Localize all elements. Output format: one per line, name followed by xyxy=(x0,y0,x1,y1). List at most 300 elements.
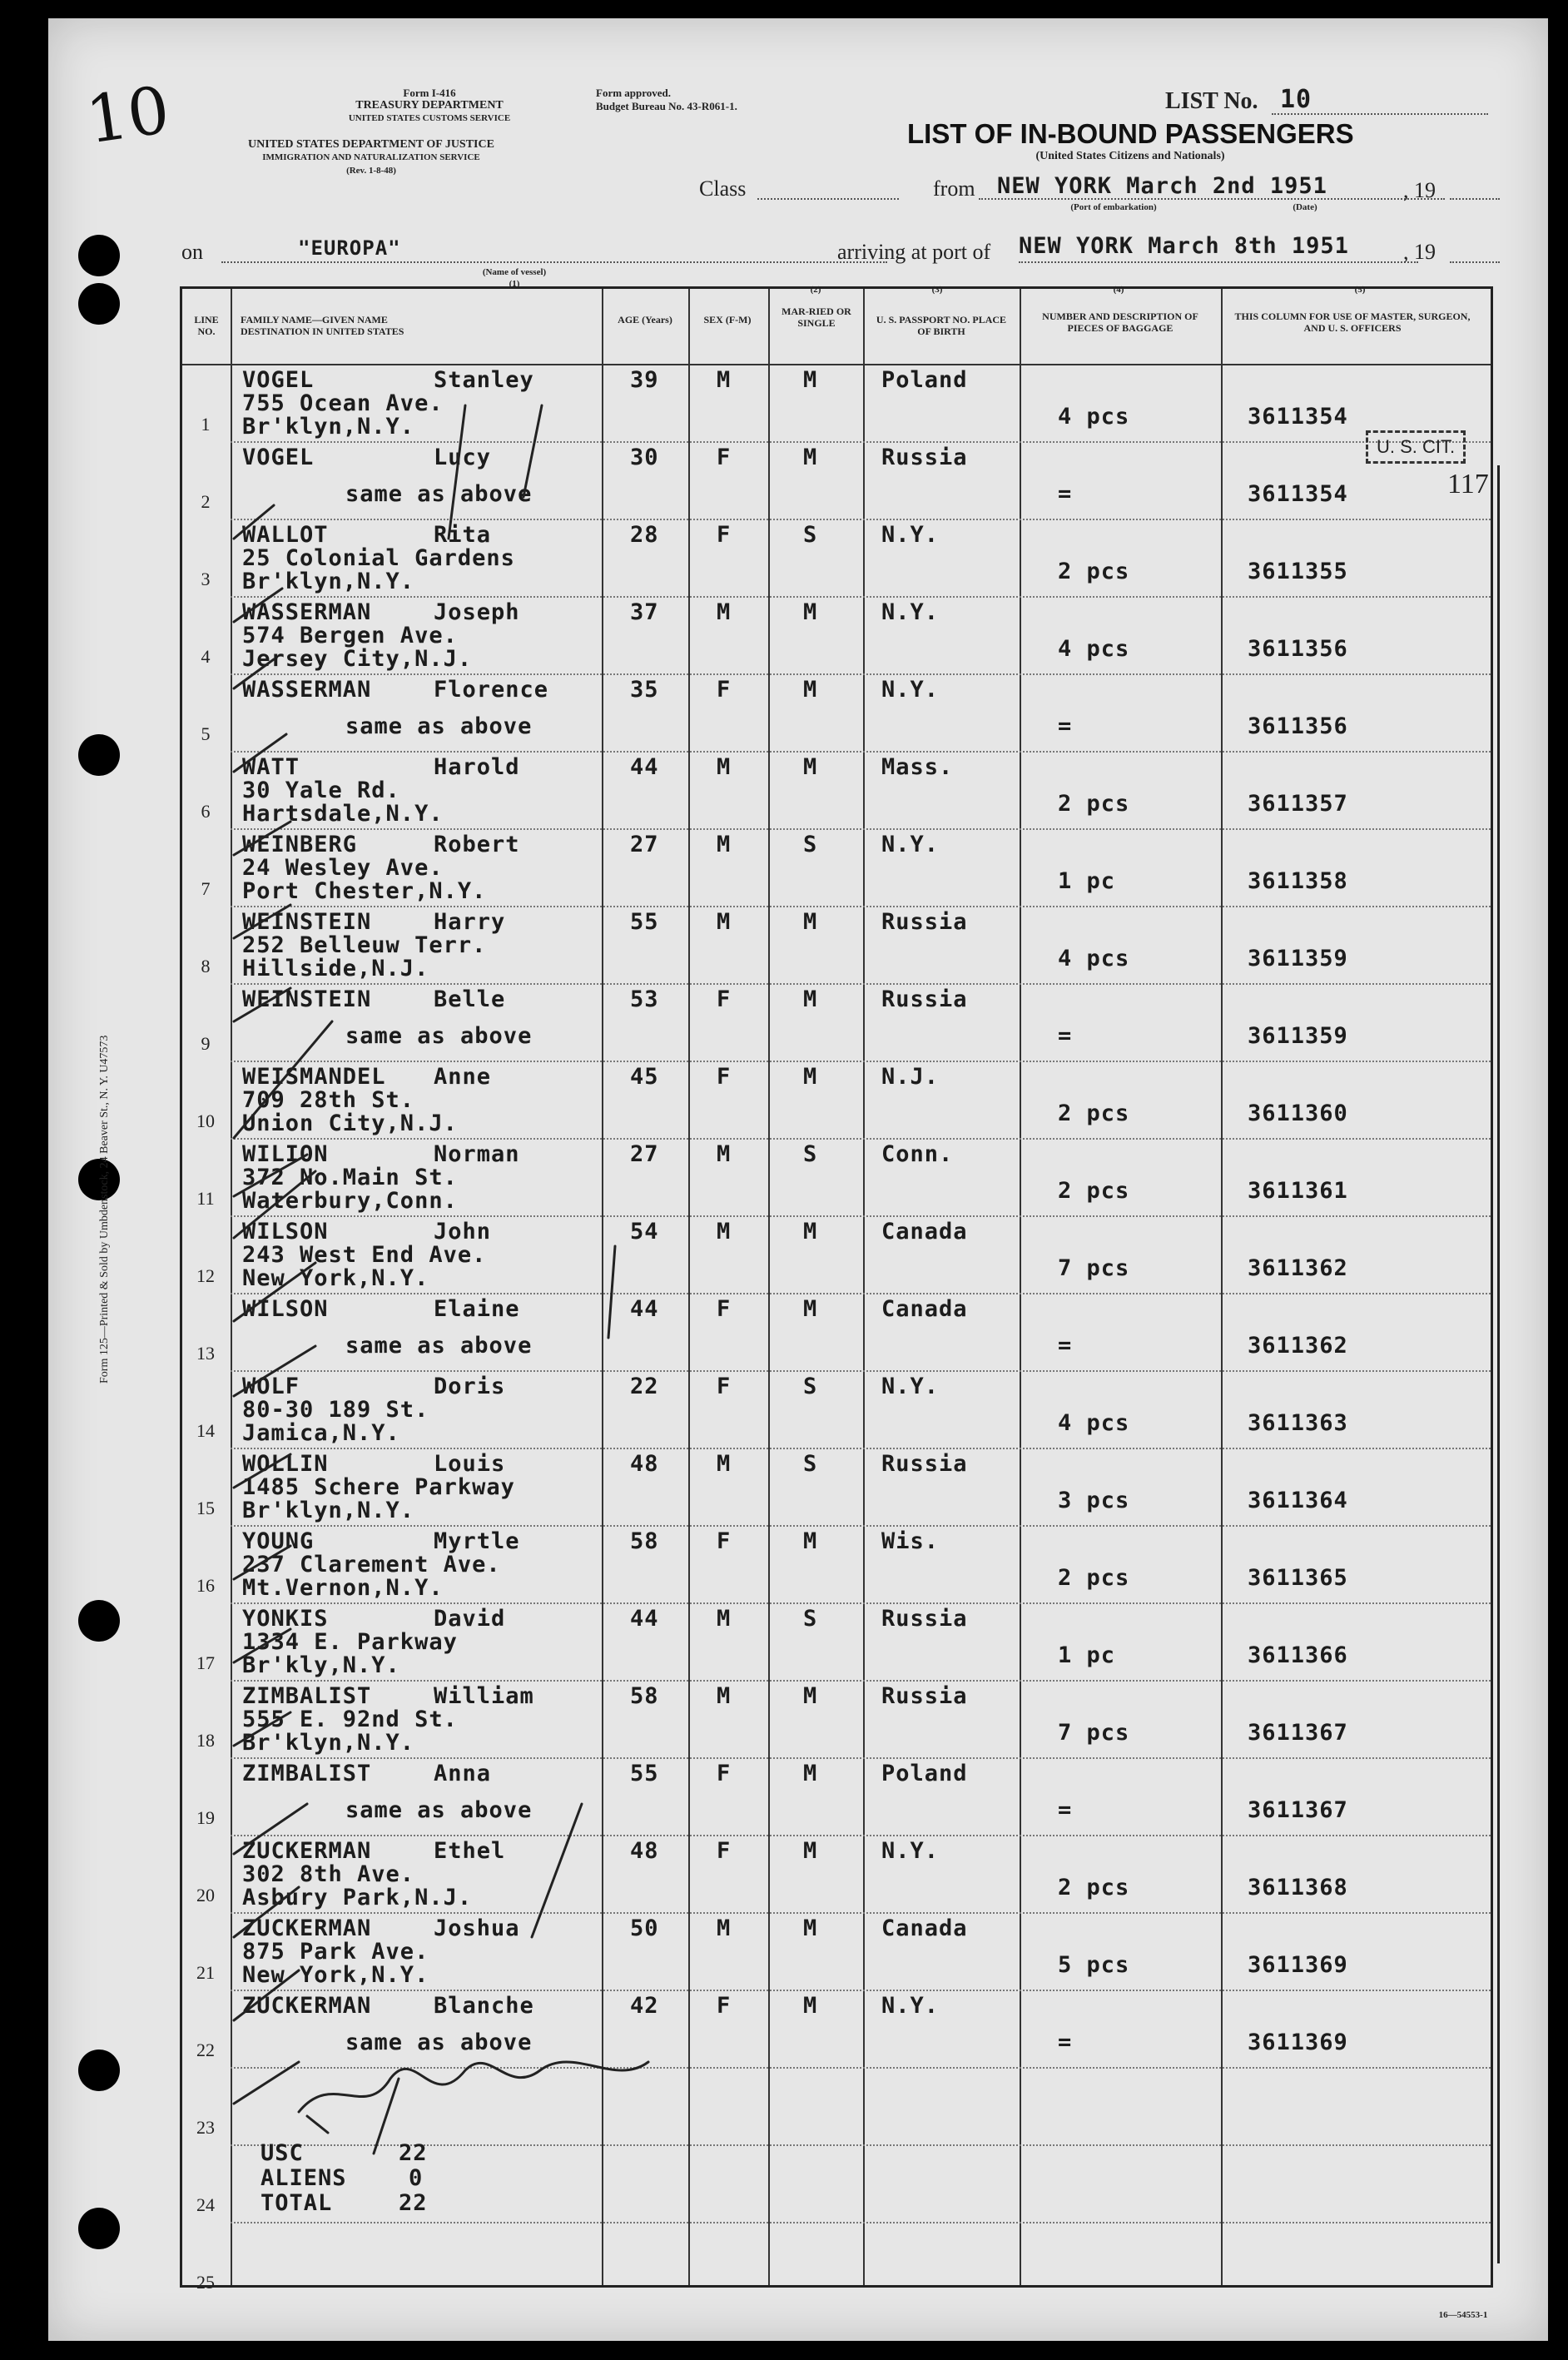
place-of-birth: Russia xyxy=(881,1683,968,1709)
marital-status: M xyxy=(803,1528,818,1554)
marital-status: M xyxy=(803,754,818,780)
stamp-bracket xyxy=(1497,465,1500,2263)
line-number: 24 xyxy=(196,2194,215,2215)
address-line-1: 555 E. 92nd St. xyxy=(242,1707,458,1732)
binder-hole xyxy=(78,1600,120,1642)
line-number: 8 xyxy=(201,956,211,976)
family-name: ZUCKERMAN xyxy=(242,1993,372,2019)
sex: F xyxy=(717,1838,732,1864)
family-name: WEINSTEIN xyxy=(242,986,372,1012)
col-baggage: NUMBER AND DESCRIPTION OF PIECES OF BAGGAGE xyxy=(1042,311,1198,334)
line-number: 10 xyxy=(196,1110,215,1131)
family-name: WASSERMAN xyxy=(242,677,372,703)
baggage: = xyxy=(1058,1797,1073,1823)
binder-hole xyxy=(78,235,120,276)
given-name: Norman xyxy=(434,1141,520,1167)
line-number: 21 xyxy=(196,1962,215,1983)
sex: F xyxy=(717,1374,732,1399)
baggage: 1 pc xyxy=(1058,868,1116,894)
age: 55 xyxy=(630,1761,659,1786)
address-line-1: same as above xyxy=(345,1333,533,1359)
class-dots xyxy=(757,198,899,200)
line-number: 3 xyxy=(201,569,211,589)
place-of-birth: N.J. xyxy=(881,1064,940,1090)
col-name: FAMILY NAME—GIVEN NAME DESTINATION IN UNITED STATES xyxy=(241,314,404,337)
age: 58 xyxy=(630,1683,659,1709)
binder-hole xyxy=(78,2049,120,2091)
place-of-birth: N.Y. xyxy=(881,677,940,703)
sex: M xyxy=(717,1451,732,1477)
sex: F xyxy=(717,1993,732,2019)
marital-status: M xyxy=(803,1838,818,1864)
place-of-birth: Russia xyxy=(881,909,968,935)
family-name: WASSERMAN xyxy=(242,599,372,625)
port-of-embarkation: NEW YORK March 2nd 1951 xyxy=(997,173,1327,199)
col-num-5: (5) xyxy=(1354,285,1366,295)
col-age: AGE (Years) xyxy=(618,314,672,325)
year-dots-1 xyxy=(1450,198,1500,200)
age: 30 xyxy=(630,445,659,470)
vessel-caption-num: (1) xyxy=(509,279,520,289)
line-number: 1 xyxy=(201,414,211,435)
address-line-2: Hartsdale,N.Y. xyxy=(242,801,444,827)
family-name: ZIMBALIST xyxy=(242,1761,372,1786)
col-line-no: LINE NO. xyxy=(194,314,219,337)
officer-number: 3611366 xyxy=(1248,1642,1348,1668)
marital-status: M xyxy=(803,445,818,470)
baggage: = xyxy=(1058,1023,1073,1049)
marital-status: M xyxy=(803,1761,818,1786)
date-caption: (Date) xyxy=(1293,202,1317,212)
address-line-2: Asbury Park,N.J. xyxy=(242,1885,473,1910)
sex: M xyxy=(717,1606,732,1632)
given-name: Lucy xyxy=(434,445,492,470)
baggage: 3 pcs xyxy=(1058,1488,1130,1513)
line-number: 17 xyxy=(196,1652,215,1673)
officer-number: 3611359 xyxy=(1248,1023,1348,1049)
sex: F xyxy=(717,1296,732,1322)
list-no-label: LIST No. xyxy=(1165,88,1258,114)
line-number: 22 xyxy=(196,2040,215,2060)
officer-number: 3611359 xyxy=(1248,946,1348,971)
family-name: WILSON xyxy=(242,1296,329,1322)
given-name: John xyxy=(434,1219,492,1245)
place-of-birth: N.Y. xyxy=(881,832,940,857)
us-citizen-stamp: U. S. CIT. xyxy=(1366,430,1466,464)
budget-bureau: Budget Bureau No. 43-R061-1. xyxy=(596,100,737,112)
address-line-1: same as above xyxy=(345,2030,533,2055)
family-name: WEISMANDEL xyxy=(242,1064,386,1090)
address-line-1: same as above xyxy=(345,713,533,739)
age: 53 xyxy=(630,986,659,1012)
aliens-label: ALIENS xyxy=(261,2165,347,2191)
given-name: Doris xyxy=(434,1374,506,1399)
sex: M xyxy=(717,1915,732,1941)
family-name: ZUCKERMAN xyxy=(242,1915,372,1941)
form-number: Form I-416 xyxy=(403,87,456,99)
baggage: = xyxy=(1058,713,1073,739)
place-of-birth: Poland xyxy=(881,1761,968,1786)
list-no-value: 10 xyxy=(1280,85,1312,114)
family-name: WATT xyxy=(242,754,300,780)
baggage: 2 pcs xyxy=(1058,791,1130,817)
officer-number: 3611367 xyxy=(1248,1797,1348,1823)
baggage: 2 pcs xyxy=(1058,1565,1130,1591)
sex: M xyxy=(717,1683,732,1709)
family-name: ZIMBALIST xyxy=(242,1683,372,1709)
marital-status: M xyxy=(803,367,818,393)
officer-number: 3611362 xyxy=(1248,1255,1348,1281)
marital-status: M xyxy=(803,1219,818,1245)
given-name: Belle xyxy=(434,986,506,1012)
sex: F xyxy=(717,445,732,470)
from-dots xyxy=(979,198,1445,200)
baggage: 4 pcs xyxy=(1058,946,1130,971)
marital-status: M xyxy=(803,1993,818,2019)
arriving-dots xyxy=(1019,261,1418,263)
line-number: 18 xyxy=(196,1730,215,1751)
family-name: WOLLIN xyxy=(242,1451,329,1477)
age: 48 xyxy=(630,1451,659,1477)
baggage: 7 pcs xyxy=(1058,1255,1130,1281)
officer-number: 3611358 xyxy=(1248,868,1348,894)
place-of-birth: Wis. xyxy=(881,1528,940,1554)
family-name: YONKIS xyxy=(242,1606,329,1632)
age: 27 xyxy=(630,832,659,857)
age: 27 xyxy=(630,1141,659,1167)
marital-status: S xyxy=(803,1374,818,1399)
place-of-birth: Russia xyxy=(881,1606,968,1632)
address-line-1: 1334 E. Parkway xyxy=(242,1629,458,1655)
address-line-1: same as above xyxy=(345,1797,533,1823)
address-line-1: 755 Ocean Ave. xyxy=(242,390,444,416)
marital-status: S xyxy=(803,1606,818,1632)
given-name: Anna xyxy=(434,1761,492,1786)
total-label: TOTAL xyxy=(261,2190,333,2216)
address-line-1: 372 No.Main St. xyxy=(242,1165,458,1190)
sex: M xyxy=(717,1219,732,1245)
sex: F xyxy=(717,1761,732,1786)
col-passport: U. S. PASSPORT NO. PLACE OF BIRTH xyxy=(876,314,1007,337)
address-line-2: Jersey City,N.J. xyxy=(242,646,473,672)
baggage: 4 pcs xyxy=(1058,1410,1130,1436)
line-number: 4 xyxy=(201,646,211,667)
age: 42 xyxy=(630,1993,659,2019)
given-name: Blanche xyxy=(434,1993,534,2019)
line-number: 11 xyxy=(196,1188,215,1209)
age: 39 xyxy=(630,367,659,393)
manifest-page xyxy=(48,18,1548,2341)
baggage: 4 pcs xyxy=(1058,636,1130,662)
given-name: Elaine xyxy=(434,1296,520,1322)
address-line-2: Br'kly,N.Y. xyxy=(242,1652,400,1678)
family-name: ZUCKERMAN xyxy=(242,1838,372,1864)
baggage: = xyxy=(1058,2030,1073,2055)
age: 48 xyxy=(630,1838,659,1864)
place-of-birth: N.Y. xyxy=(881,1993,940,2019)
revision: (Rev. 1-8-48) xyxy=(346,166,396,176)
officer-number: 3611357 xyxy=(1248,791,1348,817)
marital-status: S xyxy=(803,522,818,548)
sex: M xyxy=(717,832,732,857)
on-label: on xyxy=(181,240,203,264)
given-name: Robert xyxy=(434,832,520,857)
line-number: 2 xyxy=(201,491,211,512)
officer-number: 3611361 xyxy=(1248,1178,1348,1204)
handwritten-marks xyxy=(182,289,1491,2285)
from-label: from xyxy=(933,176,975,201)
address-line-1: 252 Belleuw Terr. xyxy=(242,932,487,958)
port-of-arrival: NEW YORK March 8th 1951 xyxy=(1019,233,1349,259)
sex: M xyxy=(717,754,732,780)
address-line-1: 875 Park Ave. xyxy=(242,1939,429,1965)
place-of-birth: N.Y. xyxy=(881,1374,940,1399)
address-line-2: Waterbury,Conn. xyxy=(242,1188,458,1214)
given-name: Ethel xyxy=(434,1838,506,1864)
marital-status: M xyxy=(803,909,818,935)
given-name: Harold xyxy=(434,754,520,780)
line-number: 25 xyxy=(196,2272,215,2293)
officer-number: 3611364 xyxy=(1248,1488,1348,1513)
marital-status: S xyxy=(803,1141,818,1167)
address-line-2: New York,N.Y. xyxy=(242,1962,429,1988)
age: 45 xyxy=(630,1064,659,1090)
baggage: 2 pcs xyxy=(1058,1875,1130,1900)
officer-number: 3611360 xyxy=(1248,1101,1348,1126)
age: 37 xyxy=(630,599,659,625)
officer-number: 3611356 xyxy=(1248,636,1348,662)
family-name: WILSON xyxy=(242,1219,329,1245)
address-line-2: Union City,N.J. xyxy=(242,1110,458,1136)
line-number: 20 xyxy=(196,1885,215,1905)
place-of-birth: N.Y. xyxy=(881,1838,940,1864)
baggage: = xyxy=(1058,1333,1073,1359)
baggage: 2 pcs xyxy=(1058,1101,1130,1126)
given-name: David xyxy=(434,1606,506,1632)
marital-status: M xyxy=(803,1683,818,1709)
sex: M xyxy=(717,1141,732,1167)
age: 35 xyxy=(630,677,659,703)
given-name: Anne xyxy=(434,1064,492,1090)
place-of-birth: Russia xyxy=(881,986,968,1012)
place-of-birth: Russia xyxy=(881,1451,968,1477)
sex: F xyxy=(717,1064,732,1090)
marital-status: M xyxy=(803,599,818,625)
officer-number: 3611369 xyxy=(1248,1952,1348,1978)
address-line-1: 302 8th Ave. xyxy=(242,1861,415,1887)
page-margin-mark: 10 xyxy=(82,72,175,159)
address-line-2: Br'klyn,N.Y. xyxy=(242,569,415,594)
list-no-dots xyxy=(1272,113,1488,115)
line-number: 19 xyxy=(196,1807,215,1828)
place-of-birth: Canada xyxy=(881,1219,968,1245)
given-name: Joshua xyxy=(434,1915,520,1941)
arriving-label: arriving at port of xyxy=(837,240,991,264)
address-line-2: New York,N.Y. xyxy=(242,1265,429,1291)
line-number: 6 xyxy=(201,801,211,822)
age: 50 xyxy=(630,1915,659,1941)
place-of-birth: Canada xyxy=(881,1915,968,1941)
col-married: MAR-RIED OR SINGLE xyxy=(782,306,851,329)
baggage: 4 pcs xyxy=(1058,404,1130,430)
family-name: VOGEL xyxy=(242,367,315,393)
baggage: 2 pcs xyxy=(1058,559,1130,584)
address-line-2: Port Chester,N.Y. xyxy=(242,878,487,904)
place-of-birth: Poland xyxy=(881,367,968,393)
line-number: 14 xyxy=(196,1420,215,1441)
address-line-1: 574 Bergen Ave. xyxy=(242,623,458,648)
officer-number: 3611368 xyxy=(1248,1875,1348,1900)
document-title: LIST OF IN-BOUND PASSENGERS xyxy=(907,118,1354,149)
given-name: Myrtle xyxy=(434,1528,520,1554)
col-num-4: (4) xyxy=(1113,285,1124,295)
officer-number: 3611365 xyxy=(1248,1565,1348,1591)
binder-hole xyxy=(78,734,120,776)
age: 28 xyxy=(630,522,659,548)
address-line-2: Br'klyn,N.Y. xyxy=(242,414,415,440)
col-num-2: (2) xyxy=(810,285,821,295)
officer-number: 3611363 xyxy=(1248,1410,1348,1436)
address-line-1: same as above xyxy=(345,1023,533,1049)
given-name: Harry xyxy=(434,909,506,935)
family-name: WEINBERG xyxy=(242,832,358,857)
place-of-birth: Conn. xyxy=(881,1141,954,1167)
line-number: 23 xyxy=(196,2117,215,2138)
line-number: 12 xyxy=(196,1265,215,1286)
ins-service: IMMIGRATION AND NATURALIZATION SERVICE xyxy=(262,152,480,162)
class-label: Class xyxy=(699,176,747,201)
year-dots-2 xyxy=(1450,261,1500,263)
given-name: Joseph xyxy=(434,599,520,625)
family-name: VOGEL xyxy=(242,445,315,470)
age: 44 xyxy=(630,1296,659,1322)
address-line-2: Hillside,N.J. xyxy=(242,956,429,981)
officer-number: 3611369 xyxy=(1248,2030,1348,2055)
form-approved: Form approved. xyxy=(596,87,672,99)
vessel-caption: (Name of vessel) xyxy=(482,267,547,277)
given-name: Louis xyxy=(434,1451,506,1477)
address-line-1: same as above xyxy=(345,481,533,507)
officer-number: 3611354 xyxy=(1248,404,1348,430)
customs-service: UNITED STATES CUSTOMS SERVICE xyxy=(348,113,511,123)
vessel-name: "EUROPA" xyxy=(298,236,401,260)
given-name: Florence xyxy=(434,677,549,703)
footer-code: 16—54553-1 xyxy=(1438,2310,1488,2320)
place-of-birth: Mass. xyxy=(881,754,954,780)
place-of-birth: Canada xyxy=(881,1296,968,1322)
col-officers: THIS COLUMN FOR USE OF MASTER, SURGEON, AND U. S. OFFICERS xyxy=(1234,311,1471,334)
port-embark-caption: (Port of embarkation) xyxy=(1070,202,1157,212)
usc-value: 22 xyxy=(399,2140,428,2166)
age: 55 xyxy=(630,909,659,935)
binder-hole xyxy=(78,2208,120,2249)
marital-status: S xyxy=(803,1451,818,1477)
line-number: 16 xyxy=(196,1575,215,1596)
age: 58 xyxy=(630,1528,659,1554)
sex: F xyxy=(717,986,732,1012)
line-number: 13 xyxy=(196,1343,215,1364)
baggage: 2 pcs xyxy=(1058,1178,1130,1204)
address-line-1: 237 Clarement Ave. xyxy=(242,1552,501,1577)
marital-status: M xyxy=(803,1296,818,1322)
usc-label: USC xyxy=(261,2140,304,2166)
address-line-2: Br'klyn,N.Y. xyxy=(242,1730,415,1756)
sex: M xyxy=(717,909,732,935)
address-line-1: 24 Wesley Ave. xyxy=(242,855,444,881)
place-of-birth: N.Y. xyxy=(881,599,940,625)
place-of-birth: N.Y. xyxy=(881,522,940,548)
year-suffix-1: , 19 xyxy=(1403,178,1436,202)
total-value: 22 xyxy=(399,2190,428,2216)
aliens-value: 0 xyxy=(409,2165,424,2191)
address-line-2: Jamica,N.Y. xyxy=(242,1420,400,1446)
family-name: YOUNG xyxy=(242,1528,315,1554)
address-line-1: 30 Yale Rd. xyxy=(242,778,400,803)
address-line-1: 80-30 189 St. xyxy=(242,1397,429,1423)
vessel-dots xyxy=(221,261,887,263)
line-number: 15 xyxy=(196,1498,215,1518)
stamp-number: 117 xyxy=(1447,469,1489,499)
address-line-1: 25 Colonial Gardens xyxy=(242,545,515,571)
address-line-2: Br'klyn,N.Y. xyxy=(242,1498,415,1523)
address-line-1: 243 West End Ave. xyxy=(242,1242,487,1268)
officer-number: 3611354 xyxy=(1248,481,1348,507)
given-name: Stanley xyxy=(434,367,534,393)
age: 44 xyxy=(630,754,659,780)
department-of-justice: UNITED STATES DEPARTMENT OF JUSTICE xyxy=(248,138,494,151)
family-name: WALLOT xyxy=(242,522,329,548)
line-number: 5 xyxy=(201,723,211,744)
age: 44 xyxy=(630,1606,659,1632)
binder-hole xyxy=(78,283,120,325)
officer-number: 3611356 xyxy=(1248,713,1348,739)
passenger-table xyxy=(180,285,1493,2293)
officer-number: 3611362 xyxy=(1248,1333,1348,1359)
baggage: 7 pcs xyxy=(1058,1720,1130,1746)
col-num-3: (3) xyxy=(931,285,943,295)
document-subtitle: (United States Citizens and Nationals) xyxy=(1035,150,1225,162)
sex: M xyxy=(717,367,732,393)
baggage: 5 pcs xyxy=(1058,1952,1130,1978)
sex: M xyxy=(717,599,732,625)
family-name: WOLF xyxy=(242,1374,300,1399)
col-sex: SEX (F-M) xyxy=(703,314,752,325)
baggage: 1 pc xyxy=(1058,1642,1116,1668)
sex: F xyxy=(717,677,732,703)
given-name: William xyxy=(434,1683,534,1709)
marital-status: M xyxy=(803,986,818,1012)
given-name: Rita xyxy=(434,522,492,548)
sex: F xyxy=(717,1528,732,1554)
place-of-birth: Russia xyxy=(881,445,968,470)
family-name: WEINSTEIN xyxy=(242,909,372,935)
age: 22 xyxy=(630,1374,659,1399)
family-name: WILION xyxy=(242,1141,329,1167)
age: 54 xyxy=(630,1219,659,1245)
marital-status: S xyxy=(803,832,818,857)
line-number: 7 xyxy=(201,878,211,899)
sex: F xyxy=(717,522,732,548)
officer-number: 3611367 xyxy=(1248,1720,1348,1746)
address-line-1: 709 28th St. xyxy=(242,1087,415,1113)
marital-status: M xyxy=(803,1064,818,1090)
printer-side-text: Form 125—Printed & Sold by Umbdenstock, 24 Beaver St., N. Y. U47573 xyxy=(98,1035,111,1384)
address-line-2: Mt.Vernon,N.Y. xyxy=(242,1575,444,1601)
address-line-1: 1485 Schere Parkway xyxy=(242,1474,515,1500)
marital-status: M xyxy=(803,677,818,703)
treasury-department: TREASURY DEPARTMENT xyxy=(355,99,504,112)
line-number: 9 xyxy=(201,1033,211,1054)
